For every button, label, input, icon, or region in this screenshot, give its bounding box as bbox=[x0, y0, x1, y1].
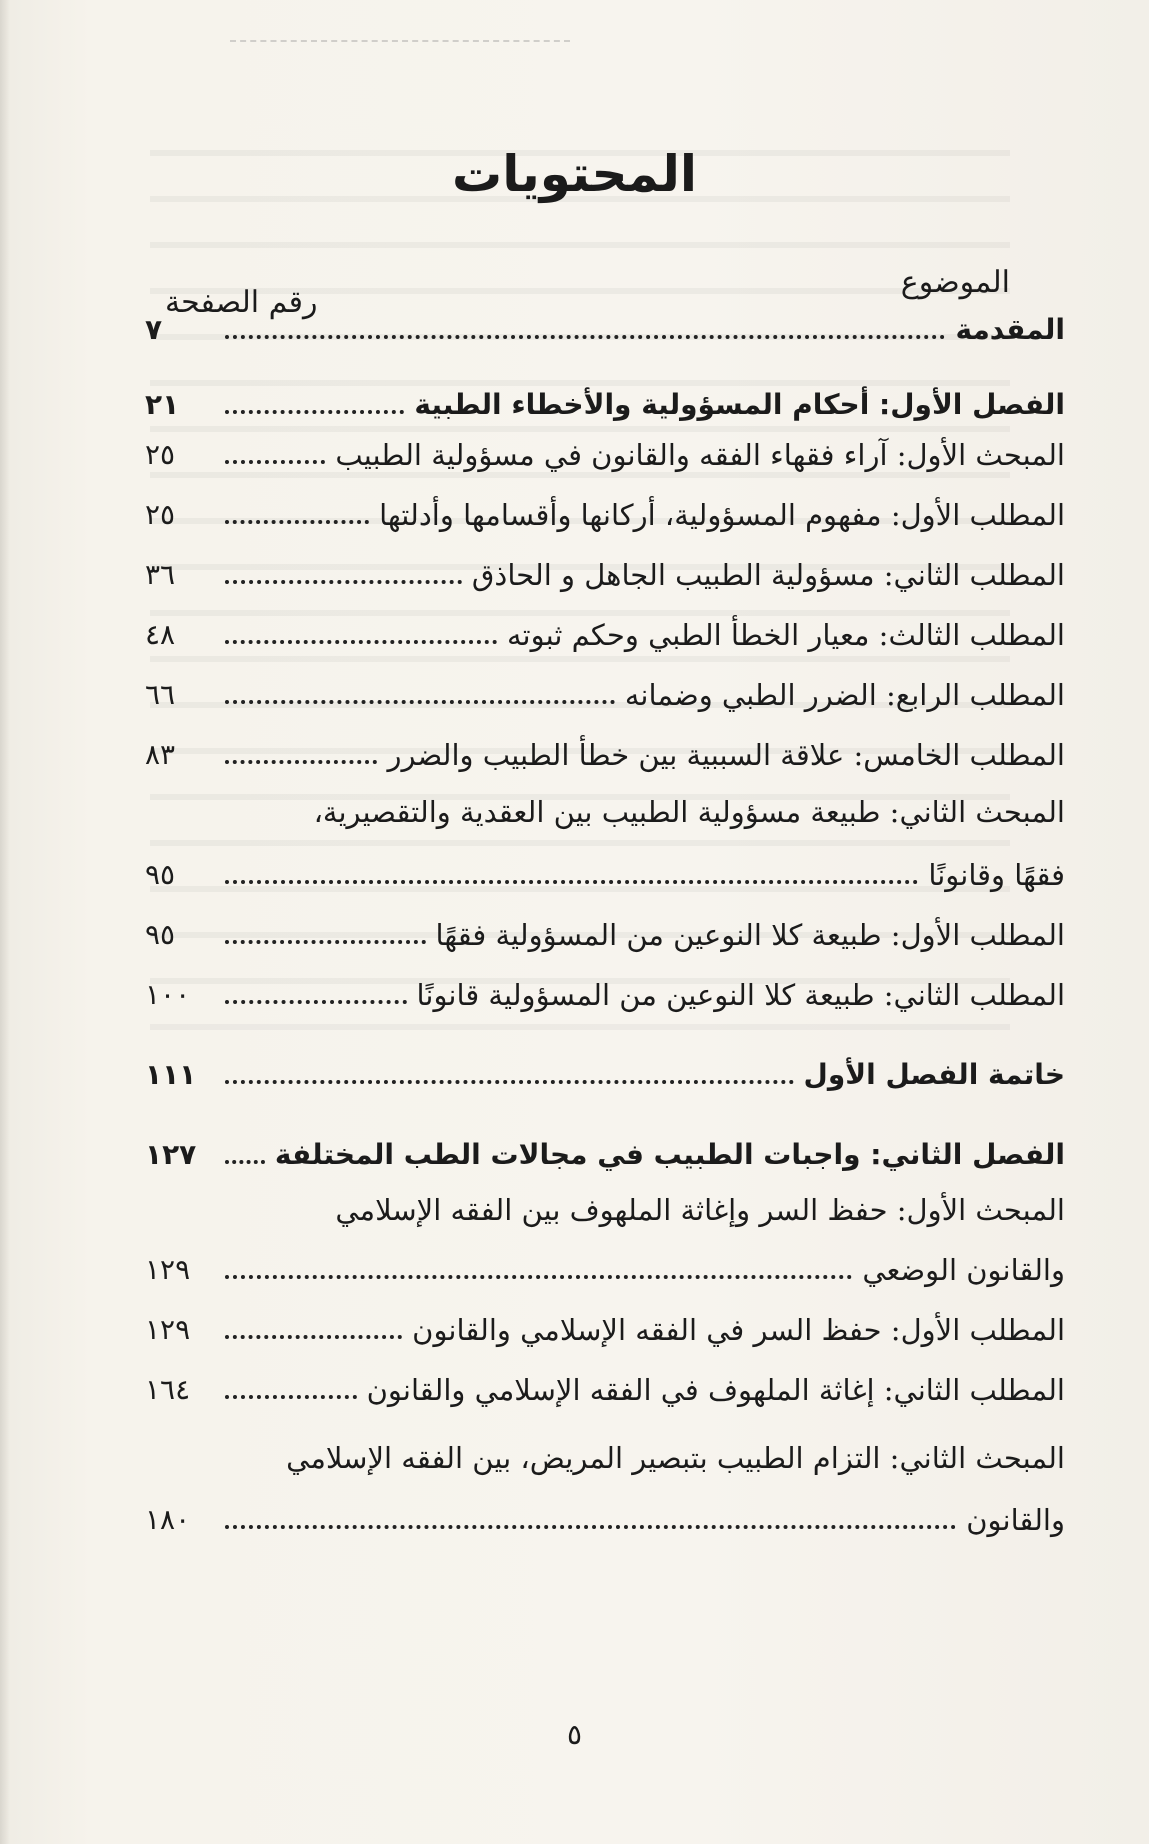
toc-dot-leader bbox=[225, 1156, 265, 1164]
toc-entry-title: والقانون الوضعي bbox=[862, 1253, 1065, 1287]
toc-entry-page: ١٦٤ bbox=[145, 1373, 191, 1406]
toc-entry-page: ٢٥ bbox=[145, 438, 176, 471]
toc-dot-leader bbox=[225, 331, 945, 339]
toc-entry-page: ٣٦ bbox=[145, 558, 176, 591]
toc-entry-title: المطلب الثاني: مسؤولية الطبيب الجاهل و الحاذق bbox=[471, 558, 1065, 592]
top-dashes-decoration bbox=[230, 40, 570, 44]
toc-entry-page: ١١١ bbox=[145, 1058, 197, 1091]
toc-entry-title: فقهًا وقانونًا bbox=[928, 858, 1065, 892]
toc-entry-page: ٢١ bbox=[145, 388, 180, 421]
toc-entry bbox=[145, 300, 1065, 350]
toc-entry bbox=[145, 905, 1065, 955]
toc-entry bbox=[145, 1360, 1065, 1410]
toc-entry-page: ١٠٠ bbox=[145, 978, 191, 1011]
toc-entry-title: المطلب الرابع: الضرر الطبي وضمانه bbox=[624, 678, 1065, 712]
page-number: ٥ bbox=[566, 1718, 583, 1751]
toc-entry bbox=[145, 425, 1065, 475]
toc-dot-leader bbox=[225, 876, 918, 884]
toc-entry bbox=[145, 665, 1065, 715]
toc-entry-title: المبحث الأول: آراء فقهاء الفقه والقانون في مسؤولية الطبيب bbox=[335, 438, 1065, 472]
toc-entry-title: المطلب الثاني: إغاثة الملهوف في الفقه الإسلامي والقانون bbox=[366, 1373, 1065, 1407]
toc-dot-leader bbox=[225, 576, 462, 584]
toc-entry bbox=[145, 1490, 1065, 1540]
toc-entry-page: ٢٥ bbox=[145, 498, 176, 531]
toc-entry bbox=[145, 1180, 1065, 1230]
toc-entry-page: ٦٦ bbox=[145, 678, 176, 711]
page-edge-shadow bbox=[0, 0, 10, 1844]
toc-entry bbox=[145, 725, 1065, 775]
toc-entry bbox=[145, 845, 1065, 895]
toc-dot-leader bbox=[225, 1331, 402, 1339]
toc-entry-title: المطلب الأول: طبيعة كلا النوعين من المسؤولية فقهًا bbox=[435, 918, 1065, 952]
toc-entry bbox=[145, 605, 1065, 655]
toc-entry-title: المقدمة bbox=[955, 313, 1065, 346]
toc-entry-page: ١٢٩ bbox=[145, 1313, 191, 1346]
toc-dot-leader bbox=[225, 516, 369, 524]
toc-entry-title: المطلب الثاني: طبيعة كلا النوعين من المسؤولية قانونًا bbox=[416, 978, 1065, 1012]
toc-dot-leader bbox=[225, 636, 497, 644]
toc-entry-title: الفصل الأول: أحكام المسؤولية والأخطاء الطبية bbox=[414, 388, 1065, 421]
toc-entry-title: المبحث الأول: حفظ السر وإغاثة الملهوف بين الفقه الإسلامي bbox=[335, 1193, 1065, 1227]
toc-entry-page: ١٢٧ bbox=[145, 1138, 197, 1171]
toc-entry-page: ١٨٠ bbox=[145, 1503, 191, 1536]
toc-dot-leader bbox=[225, 456, 325, 464]
toc-header-topic: الموضوع bbox=[900, 265, 1010, 300]
toc-entry bbox=[145, 375, 1065, 425]
toc-dot-leader bbox=[225, 1391, 357, 1399]
toc-dot-leader bbox=[225, 696, 615, 704]
toc-entry-title: المطلب الخامس: علاقة السببية بين خطأ الطبيب والضرر bbox=[387, 738, 1065, 772]
toc-entry-page: ٤٨ bbox=[145, 618, 176, 651]
toc-dot-leader bbox=[225, 1076, 794, 1084]
toc-entry-title: المطلب الثالث: معيار الخطأ الطبي وحكم ثبوته bbox=[506, 618, 1065, 652]
toc-entry-title: خاتمة الفصل الأول bbox=[803, 1058, 1065, 1091]
toc-dot-leader bbox=[225, 996, 407, 1004]
toc-entry bbox=[145, 485, 1065, 535]
toc-entry bbox=[145, 1240, 1065, 1290]
toc-dot-leader bbox=[225, 756, 377, 764]
toc-entry-title: المبحث الثاني: التزام الطبيب بتبصير المريض، بين الفقه الإسلامي bbox=[286, 1441, 1065, 1475]
toc-entry-title: المطلب الأول: حفظ السر في الفقه الإسلامي والقانون bbox=[412, 1313, 1065, 1347]
toc-entry-page: ٩٥ bbox=[145, 918, 176, 951]
toc-entry-title: الفصل الثاني: واجبات الطبيب في مجالات الطب المختلفة bbox=[274, 1138, 1065, 1171]
toc-dot-leader bbox=[225, 936, 426, 944]
toc-entry-title: والقانون bbox=[966, 1503, 1065, 1537]
toc-entry-title: المبحث الثاني: طبيعة مسؤولية الطبيب بين العقدية والتقصيرية، bbox=[313, 795, 1065, 829]
toc-header-page: رقم الصفحة bbox=[165, 285, 318, 320]
toc-dot-leader bbox=[225, 1271, 852, 1279]
toc-entry-page: ١٢٩ bbox=[145, 1253, 191, 1286]
toc-entry bbox=[145, 545, 1065, 595]
toc-entry-page: ٨٣ bbox=[145, 738, 176, 771]
toc-dot-leader bbox=[225, 406, 404, 414]
toc-entry-title: المطلب الأول: مفهوم المسؤولية، أركانها وأقسامها وأدلتها bbox=[379, 498, 1065, 532]
toc-entry bbox=[145, 965, 1065, 1015]
toc-entry bbox=[145, 1045, 1065, 1095]
toc-entry bbox=[145, 782, 1065, 832]
toc-entry bbox=[145, 1300, 1065, 1350]
toc-entry bbox=[145, 1125, 1065, 1175]
page-title: المحتويات bbox=[451, 145, 698, 203]
toc-entry bbox=[145, 1428, 1065, 1478]
toc-dot-leader bbox=[225, 1521, 956, 1529]
toc-entry-page: ٩٥ bbox=[145, 858, 176, 891]
toc-entry-page: ٧ bbox=[145, 313, 163, 346]
